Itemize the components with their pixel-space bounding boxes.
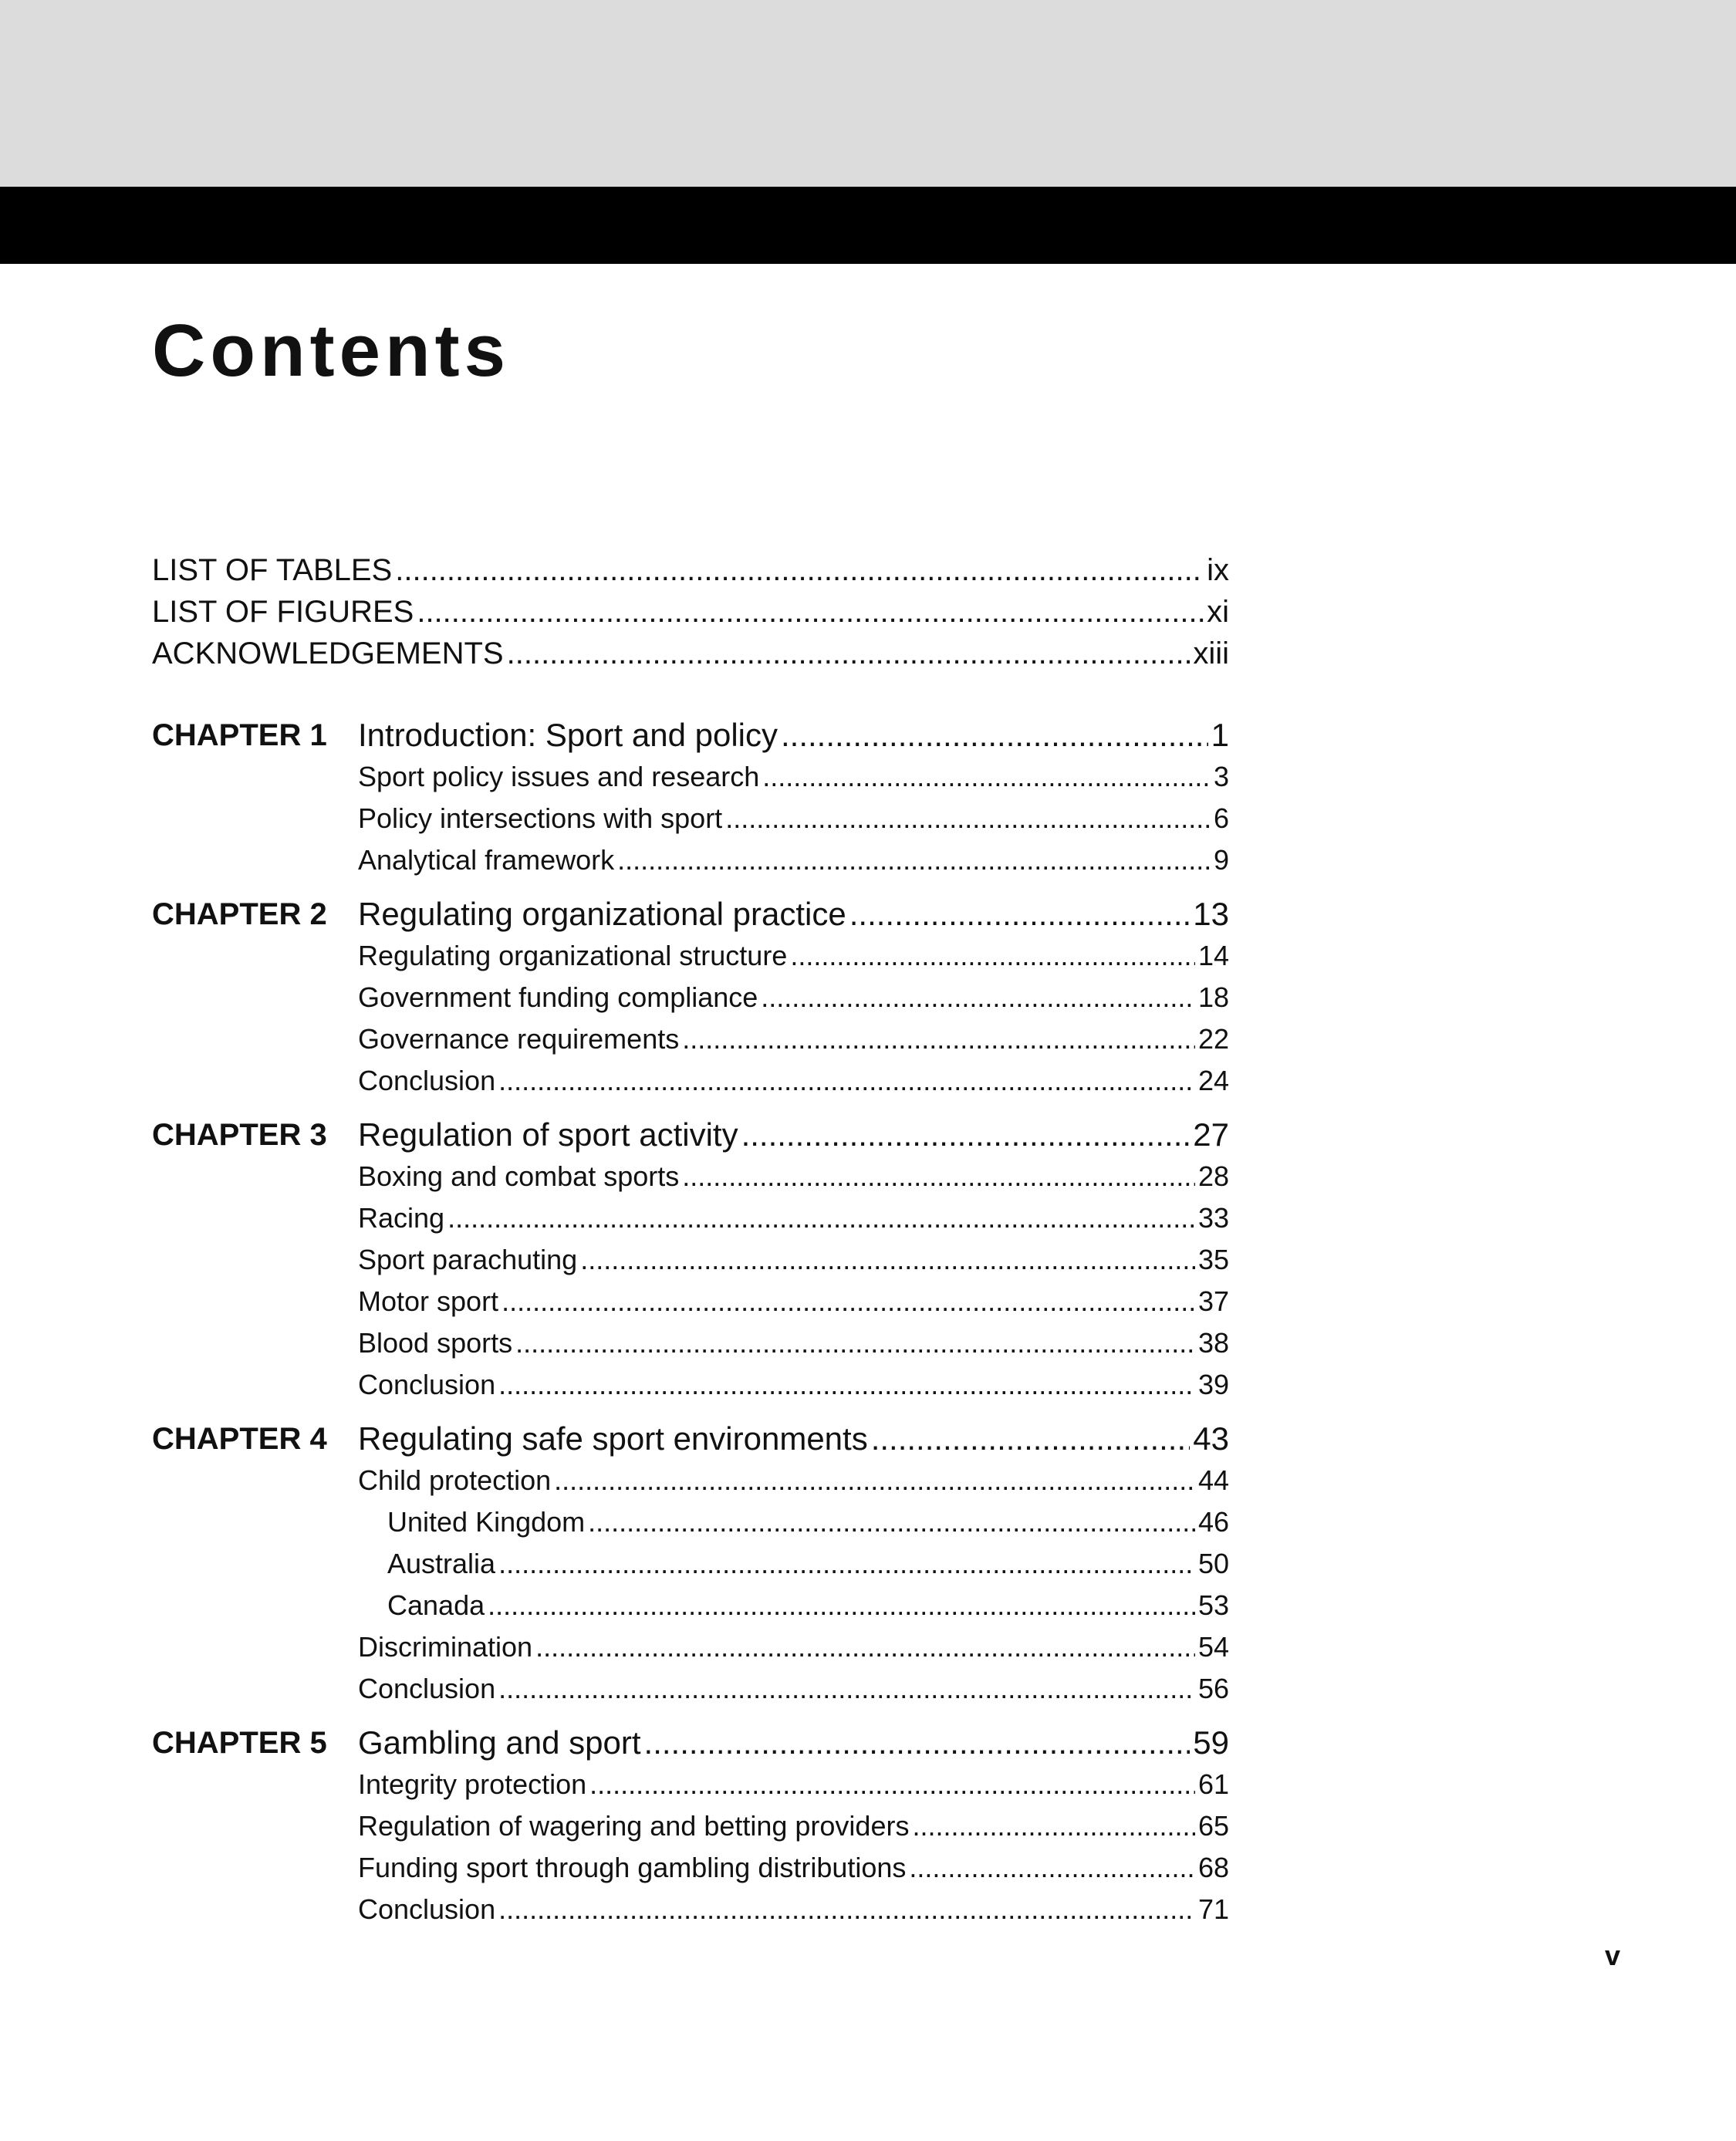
chapter-title-entry[interactable]: [358, 1418, 1229, 1460]
section-entry[interactable]: [358, 1239, 1229, 1281]
dot-leader: [535, 1626, 1195, 1668]
dot-leader: [741, 1114, 1191, 1156]
chapter-title-entry-title: Regulating organizational practice: [358, 896, 846, 932]
subsection-entry-title: United Kingdom: [387, 1506, 586, 1538]
chapter-title-entry-title: Regulating safe sport environments: [358, 1420, 868, 1457]
front-matter-entry-page-number: xiii: [1193, 637, 1229, 670]
section-entry-page-number: 24: [1197, 1065, 1229, 1096]
subsection-entry[interactable]: [358, 1543, 1229, 1585]
dot-leader: [395, 549, 1204, 591]
page-title: Contents: [152, 309, 510, 392]
subsection-entry-page-number: 53: [1197, 1589, 1229, 1621]
dot-leader: [498, 1543, 1195, 1585]
chapter-block: [152, 1114, 1229, 1406]
dot-leader: [554, 1460, 1195, 1501]
chapter-title-entry[interactable]: [358, 1722, 1229, 1764]
chapter-label: CHAPTER 5: [152, 1726, 327, 1760]
subsection-entry-page-number: 50: [1197, 1548, 1229, 1579]
section-entry-page-number: 35: [1197, 1244, 1229, 1275]
section-entry-title: Governance requirements: [358, 1023, 680, 1055]
section-entry[interactable]: [358, 977, 1229, 1018]
section-entry-page-number: 3: [1213, 761, 1229, 792]
chapter-label: CHAPTER 2: [152, 897, 327, 931]
chapter-block: [152, 893, 1229, 1102]
front-matter-entry-title: LIST OF FIGURES: [152, 595, 414, 629]
header-bar: [0, 187, 1736, 264]
section-entry-title: Conclusion: [358, 1065, 496, 1096]
dot-leader: [682, 1018, 1195, 1060]
chapter-title-entry-title: Regulation of sport activity: [358, 1116, 738, 1153]
header-band: [0, 0, 1736, 187]
dot-leader: [790, 935, 1195, 977]
section-entry-page-number: 44: [1197, 1464, 1229, 1496]
section-entry-title: Conclusion: [358, 1893, 496, 1925]
section-entry[interactable]: [358, 1156, 1229, 1197]
section-entry-page-number: 18: [1197, 981, 1229, 1013]
chapter-label: CHAPTER 4: [152, 1422, 327, 1456]
dot-leader: [498, 1364, 1195, 1406]
dot-leader: [644, 1722, 1191, 1764]
dot-leader: [498, 1668, 1195, 1710]
dot-leader: [580, 1239, 1195, 1281]
section-entry[interactable]: [358, 1197, 1229, 1239]
section-entry-title: Child protection: [358, 1464, 552, 1496]
section-entry[interactable]: [358, 1889, 1229, 1930]
section-entry[interactable]: [358, 1668, 1229, 1710]
front-matter-entry-title: ACKNOWLEDGEMENTS: [152, 637, 504, 670]
section-entry-page-number: 33: [1197, 1202, 1229, 1234]
dot-leader: [498, 1060, 1195, 1102]
section-entry-title: Integrity protection: [358, 1768, 587, 1800]
dot-leader: [781, 714, 1208, 756]
section-entry[interactable]: [358, 1060, 1229, 1102]
section-entry-title: Conclusion: [358, 1369, 496, 1400]
section-entry[interactable]: [358, 1460, 1229, 1501]
dot-leader: [507, 633, 1191, 674]
section-entry-title: Blood sports: [358, 1327, 513, 1359]
chapter-title-entry-title: Gambling and sport: [358, 1724, 641, 1761]
subsection-entry[interactable]: [358, 1501, 1229, 1543]
chapter-block: [152, 1418, 1229, 1710]
chapter-entries: [358, 893, 1229, 1102]
chapter-block: [152, 1722, 1229, 1930]
chapter-label: CHAPTER 1: [152, 718, 327, 752]
section-entry-page-number: 39: [1197, 1369, 1229, 1400]
section-entry[interactable]: [358, 1764, 1229, 1805]
section-entry-title: Policy intersections with sport: [358, 802, 723, 834]
dot-leader: [725, 798, 1211, 839]
section-entry-page-number: 71: [1197, 1893, 1229, 1925]
chapter-entries: [358, 1418, 1229, 1710]
section-entry-page-number: 9: [1213, 844, 1229, 876]
section-entry-title: Motor sport: [358, 1285, 499, 1317]
section-entry[interactable]: [358, 1322, 1229, 1364]
front-matter-entry[interactable]: [152, 633, 1229, 674]
section-entry[interactable]: [358, 1805, 1229, 1847]
dot-leader: [588, 1501, 1195, 1543]
section-entry[interactable]: [358, 1018, 1229, 1060]
section-entry-page-number: 14: [1197, 940, 1229, 971]
chapter-title-entry-page-number: 27: [1193, 1116, 1229, 1153]
section-entry-page-number: 56: [1197, 1673, 1229, 1704]
section-entry-title: Analytical framework: [358, 844, 615, 876]
section-entry-title: Sport policy issues and research: [358, 761, 760, 792]
front-matter: [152, 549, 1229, 674]
dot-leader: [417, 591, 1204, 633]
section-entry-page-number: 6: [1213, 802, 1229, 834]
front-matter-entry[interactable]: [152, 591, 1229, 633]
dot-leader: [912, 1805, 1194, 1847]
dot-leader: [498, 1889, 1195, 1930]
section-entry[interactable]: [358, 1626, 1229, 1668]
subsection-entry[interactable]: [358, 1585, 1229, 1626]
front-matter-entry-title: LIST OF TABLES: [152, 553, 393, 587]
section-entry-title: Discrimination: [358, 1631, 533, 1663]
section-entry-page-number: 37: [1197, 1285, 1229, 1317]
section-entry[interactable]: [358, 1281, 1229, 1322]
front-matter-entry-page-number: xi: [1207, 595, 1229, 629]
chapter-block: [152, 714, 1229, 881]
chapter-title-entry[interactable]: [358, 1114, 1229, 1156]
section-entry-title: Funding sport through gambling distributions: [358, 1852, 907, 1883]
dot-leader: [515, 1322, 1195, 1364]
dot-leader: [589, 1764, 1195, 1805]
section-entry[interactable]: [358, 935, 1229, 977]
section-entry[interactable]: [358, 1847, 1229, 1889]
page-number: v: [1604, 1940, 1620, 1971]
chapter-title-entry[interactable]: [358, 893, 1229, 935]
chapter-title-entry-page-number: 59: [1193, 1724, 1229, 1761]
chapter-entries: [358, 1722, 1229, 1930]
chapter-title-entry-title: Introduction: Sport and policy: [358, 717, 778, 753]
dot-leader: [909, 1847, 1195, 1889]
section-entry-page-number: 65: [1197, 1810, 1229, 1842]
subsection-entry-title: Australia: [387, 1548, 496, 1579]
dot-leader: [448, 1197, 1195, 1239]
chapter-title-entry[interactable]: [358, 714, 1229, 756]
dot-leader: [849, 893, 1191, 935]
table-of-contents: [152, 549, 1229, 1943]
subsection-entry-page-number: 46: [1197, 1506, 1229, 1538]
section-entry[interactable]: [358, 839, 1229, 881]
section-entry-title: Conclusion: [358, 1673, 496, 1704]
chapter-title-entry-page-number: 1: [1211, 717, 1229, 753]
dot-leader: [762, 756, 1211, 798]
front-matter-entry[interactable]: [152, 549, 1229, 591]
dot-leader: [488, 1585, 1195, 1626]
section-entry[interactable]: [358, 1364, 1229, 1406]
section-entry-title: Government funding compliance: [358, 981, 758, 1013]
section-entry[interactable]: [358, 798, 1229, 839]
section-entry-title: Sport parachuting: [358, 1244, 578, 1275]
section-entry-title: Boxing and combat sports: [358, 1160, 680, 1192]
chapter-title-entry-page-number: 43: [1193, 1420, 1229, 1457]
front-matter-entry-page-number: ix: [1207, 553, 1229, 587]
section-entry-page-number: 28: [1197, 1160, 1229, 1192]
chapter-title-entry-page-number: 13: [1193, 896, 1229, 932]
chapter-entries: [358, 714, 1229, 881]
section-entry-page-number: 54: [1197, 1631, 1229, 1663]
subsection-entry-title: Canada: [387, 1589, 485, 1621]
section-entry-title: Racing: [358, 1202, 445, 1234]
dot-leader: [617, 839, 1211, 881]
dot-leader: [502, 1281, 1195, 1322]
dot-leader: [761, 977, 1195, 1018]
section-entry-page-number: 22: [1197, 1023, 1229, 1055]
section-entry-title: Regulation of wagering and betting providers: [358, 1810, 910, 1842]
chapter-entries: [358, 1114, 1229, 1406]
chapter-label: CHAPTER 3: [152, 1118, 327, 1152]
dot-leader: [682, 1156, 1195, 1197]
section-entry-title: Regulating organizational structure: [358, 940, 788, 971]
section-entry-page-number: 38: [1197, 1327, 1229, 1359]
section-entry[interactable]: [358, 756, 1229, 798]
section-entry-page-number: 68: [1197, 1852, 1229, 1883]
section-entry-page-number: 61: [1197, 1768, 1229, 1800]
dot-leader: [871, 1418, 1191, 1460]
